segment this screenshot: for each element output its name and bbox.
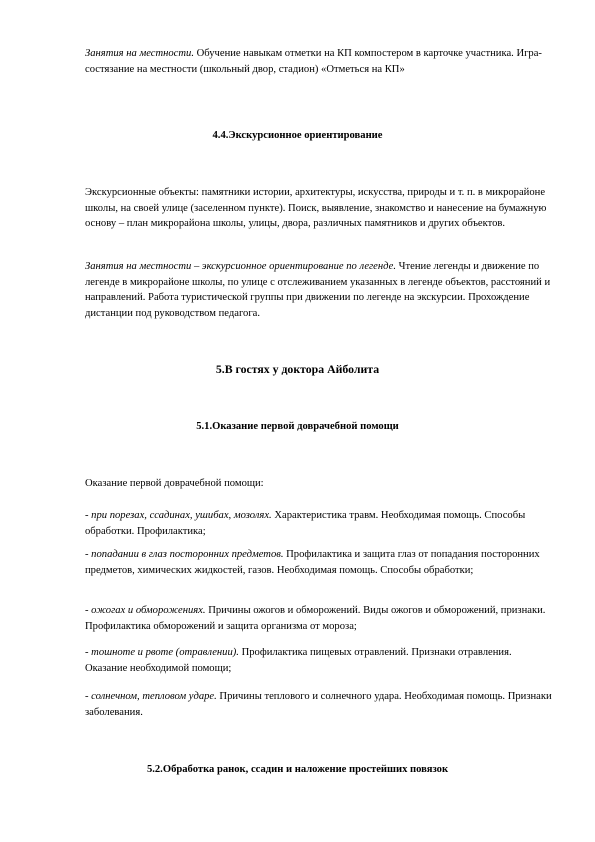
- paragraph-lead-italic: - солнечном, тепловом ударе.: [85, 691, 217, 702]
- section-heading-5-1: 5.1.Оказание первой доврачебной помощи: [196, 421, 399, 432]
- paragraph-lead-italic: - тошноте и рвоте (отравлении).: [85, 647, 239, 658]
- paragraph-kp-marking: [85, 46, 555, 77]
- paragraph-first-aid-intro: [85, 476, 555, 492]
- section-heading-5-2: 5.2.Обработка ранок, ссадин и наложение простейших повязок: [146, 764, 449, 775]
- paragraph-lead-italic: Занятия на местности.: [85, 48, 194, 59]
- paragraph-text: Чтение легенды и движение по легенде в микрорайоне школы, по улице с отслеживанием указанных в легенде объектов, расстояний и направлений. Работа туристической группы при движении по легенде на экскурсии. Прохождение дистанции под руководством педагога.: [85, 261, 551, 319]
- paragraph-text: Характеристика травм. Необходимая помощь. Способы обработки. Профилактика;: [85, 510, 526, 537]
- paragraph-lead-italic: Занятия на местности – экскурсионное ориентирование по легенде.: [85, 261, 396, 272]
- paragraph-burns-frostbite: [85, 603, 555, 634]
- paragraph-text: Профилактика и защита глаз от попадания посторонних предметов, химических жидкостей, газов. Необходимая помощь. Способы обработки;: [85, 549, 540, 576]
- paragraph-heat-stroke: [85, 689, 555, 720]
- section-heading-4-4: 4.4.Экскурсионное ориентирование: [212, 130, 383, 141]
- paragraph-legend-orienteering: [85, 259, 555, 321]
- paragraph-text: Причины ожогов и обморожений. Виды ожогов и обморожений, признаки. Профилактика обморожений и защита организма от мороза;: [85, 605, 546, 632]
- paragraph-cuts-bruises: [85, 508, 555, 539]
- paragraph-text: Профилактика пищевых отравлений. Признаки отравления. Оказание необходимой помощи;: [85, 647, 512, 674]
- paragraph-text: Обучение навыкам отметки на КП компостером в карточке участника. Игра-состязание на местности (школьный двор, стадион) «Отметься на КП»: [85, 48, 542, 75]
- section-heading-5: 5.В гостях у доктора Айболита: [215, 362, 380, 376]
- paragraph-text: Оказание первой доврачебной помощи:: [85, 478, 264, 489]
- paragraph-lead-italic: - при порезах, ссадинах, ушибах, мозолях.: [85, 510, 272, 521]
- paragraph-text: Причины теплового и солнечного удара. Необходимая помощь. Признаки заболевания.: [85, 691, 552, 718]
- paragraph-poisoning: [85, 645, 555, 676]
- paragraph-lead-italic: - ожогах и обморожениях.: [85, 605, 206, 616]
- paragraph-lead-italic: - попадании в глаз посторонних предметов.: [85, 549, 284, 560]
- paragraph-text: Экскурсионные объекты: памятники истории, архитектуры, искусства, природы и т. п. в микрорайоне школы, на своей улице (заселенном пункте). Поиск, выявление, знакомство и нанесение на бумажную основу – план микрорайона школы, улицы, двора, различных памятников и других объектов.: [85, 187, 547, 230]
- paragraph-excursion-objects: [85, 185, 555, 232]
- paragraph-eye-objects: [85, 547, 555, 578]
